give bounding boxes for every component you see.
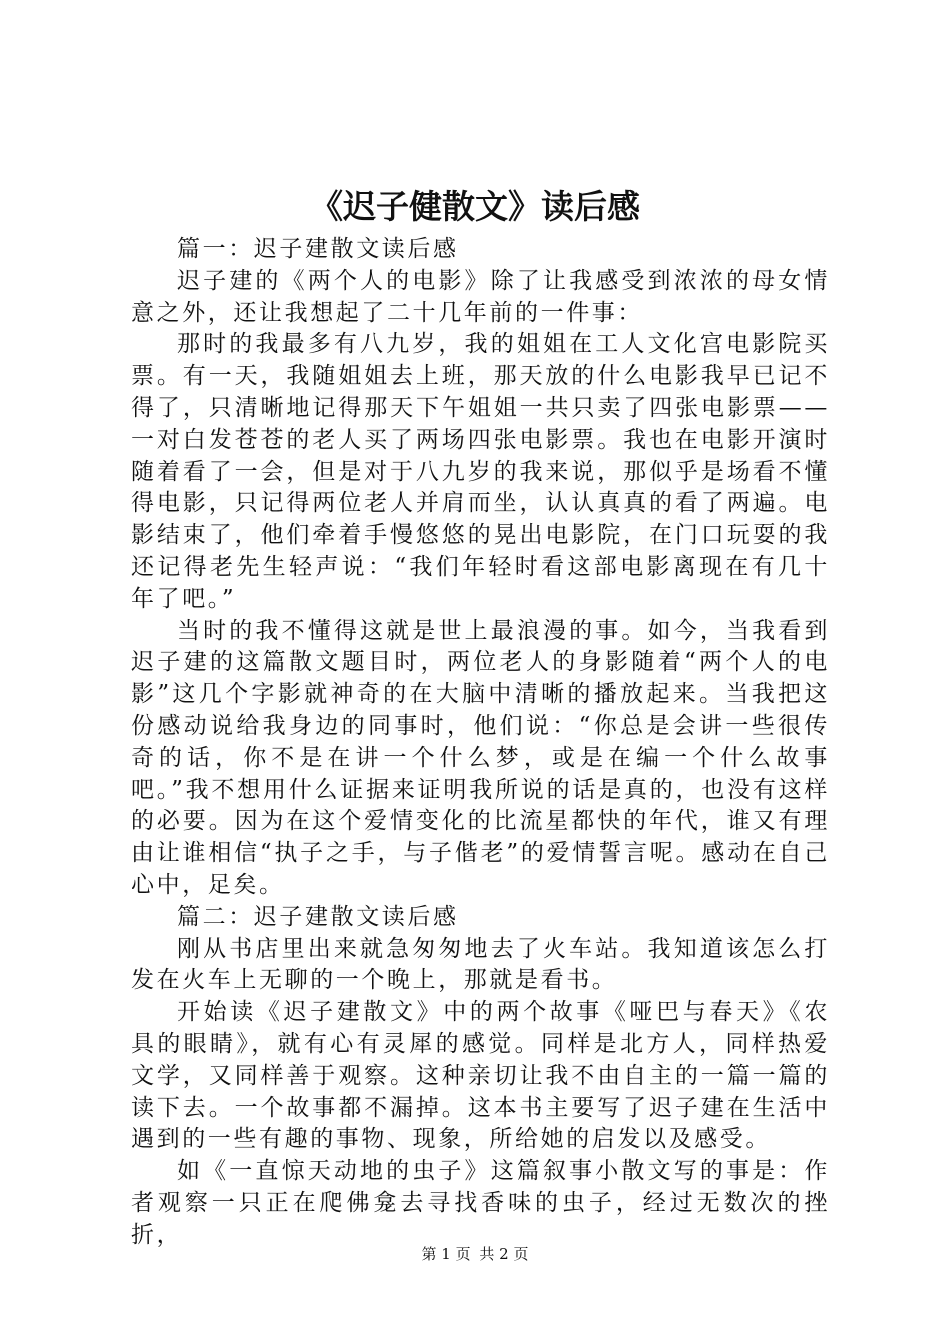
paragraph: 当时的我不懂得这就是世上最浪漫的事。如今，当我看到迟子建的这篇散文题目时，两位老人的身影随着“两个人的电影”这几个字影就神奇的在大脑中清晰的播放起来。当我把这份感动说给我身边的同事时，他们说：“你总是会讲一些很传奇的话，你不是在讲一个什么梦，或是在编一个什么故事吧。”我不想用什么证据来证明我所说的话是真的，也没有这样的必要。因为在这个爱情变化的比流星都快的年代，谁又有理由让谁相信“执子之手，与子偕老”的爱情誓言呢。感动在自己心中，足矣。 [131, 617, 830, 898]
document-title: 《迟子健散文》读后感 [310, 187, 640, 226]
paragraph: 如《一直惊天动地的虫子》这篇叙事小散文写的事是：作者观察一只正在爬佛龛去寻找香味的虫子，经过无数次的挫折， [131, 1158, 830, 1248]
paragraph: 迟子建的《两个人的电影》除了让我感受到浓浓的母女情意之外，还让我想起了二十几年前的一件事： [131, 267, 830, 326]
paragraph: 开始读《迟子建散文》中的两个故事《哑巴与春天》《农具的眼睛》，就有心有灵犀的感觉。同样是北方人，同样热爱文学，又同样善于观察。这种亲切让我不由自主的一篇一篇的读下去。一个故事都不漏掉。这本书主要写了迟子建在生活中遇到的一些有趣的事物、现象，所给她的启发以及感受。 [131, 999, 830, 1153]
document-body [131, 234, 830, 1252]
paragraph: 刚从书店里出来就急匆匆地去了火车站。我知道该怎么打发在火车上无聊的一个晚上，那就是看书。 [131, 935, 830, 994]
paragraph: 那时的我最多有八九岁，我的姐姐在工人文化宫电影院买票。有一天，我随姐姐去上班，那天放的什么电影我早已记不得了，只清晰地记得那天下午姐姐一共只卖了四张电影票——一对白发苍苍的老人买了两场四张电影票。我也在电影开演时随着看了一会，但是对于八九岁的我来说，那似乎是场看不懂得电影，只记得两位老人并肩而坐，认认真真的看了两遍。电影结束了，他们牵着手慢悠悠的晃出电影院，在门口玩耍的我还记得老先生轻声说：“我们年轻时看这部电影离现在有几十年了吧。” [131, 331, 830, 612]
section-heading-1: 篇一：迟子建散文读后感 [177, 236, 459, 262]
page-total: 共 2 页 [479, 1245, 529, 1263]
page-footer [0, 1243, 950, 1265]
section-heading-2: 篇二：迟子建散文读后感 [177, 903, 459, 930]
page-number: 第 1 页 [421, 1245, 471, 1263]
